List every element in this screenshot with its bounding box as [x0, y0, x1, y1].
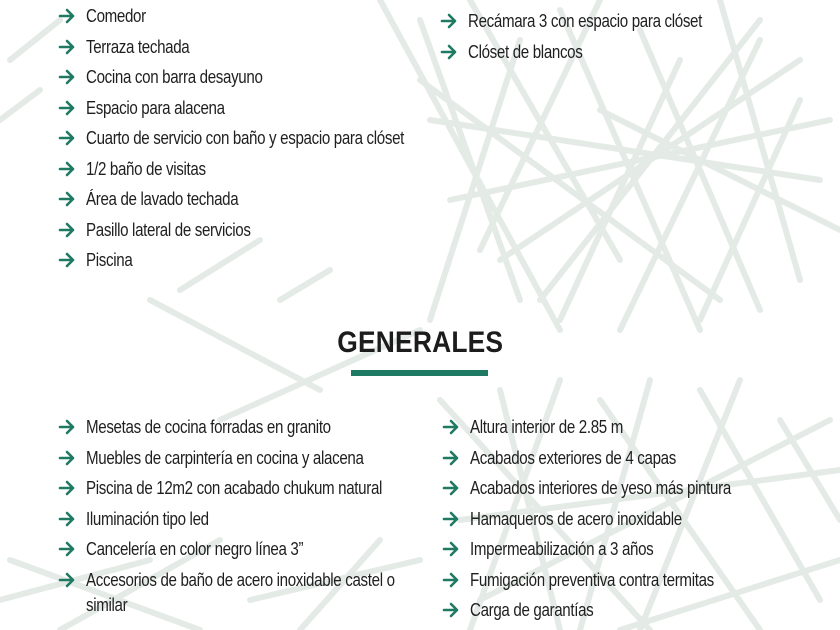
- arrow-right-icon: [442, 601, 460, 619]
- arrow-right-icon: [440, 12, 458, 30]
- list-item: Iluminación tipo led: [58, 507, 428, 532]
- arrow-right-icon: [442, 418, 460, 436]
- list-item: Piscina de 12m2 con acabado chukum natural: [58, 476, 428, 501]
- arrow-right-icon: [58, 418, 76, 436]
- arrow-right-icon: [58, 571, 76, 589]
- arrow-right-icon: [58, 251, 76, 269]
- arrow-right-icon: [58, 99, 76, 117]
- arrow-right-icon: [58, 510, 76, 528]
- list-item: Cancelería en color negro línea 3”: [58, 537, 428, 562]
- arrow-right-icon: [58, 540, 76, 558]
- top-right-list: [440, 9, 747, 70]
- list-item: Recámara 3 con espacio para clóset: [440, 9, 747, 34]
- list-item: 1/2 baño de visitas: [58, 157, 465, 182]
- arrow-right-icon: [58, 38, 76, 56]
- arrow-right-icon: [58, 449, 76, 467]
- list-item: Acabados interiores de yeso más pintura: [442, 476, 781, 501]
- arrow-right-icon: [58, 221, 76, 239]
- list-item: Espacio para alacena: [58, 96, 465, 121]
- section-heading: [0, 326, 840, 364]
- section-title-underline: [351, 370, 488, 376]
- list-item: Acabados exteriores de 4 capas: [442, 446, 781, 471]
- list-item: Pasillo lateral de servicios: [58, 218, 465, 243]
- generales-left-list: [58, 415, 428, 623]
- arrow-right-icon: [58, 479, 76, 497]
- list-item: Impermeabilización a 3 años: [442, 537, 781, 562]
- top-left-list: [58, 4, 465, 279]
- arrow-right-icon: [58, 160, 76, 178]
- arrow-right-icon: [442, 449, 460, 467]
- list-item: Hamaqueros de acero inoxidable: [442, 507, 781, 532]
- list-item: Cuarto de servicio con baño y espacio para clóset: [58, 126, 465, 151]
- list-item: Fumigación preventiva contra termitas: [442, 568, 781, 593]
- arrow-right-icon: [58, 68, 76, 86]
- arrow-right-icon: [58, 129, 76, 147]
- arrow-right-icon: [58, 7, 76, 25]
- arrow-right-icon: [58, 190, 76, 208]
- list-item: Terraza techada: [58, 35, 465, 60]
- generales-right-list: [442, 415, 781, 629]
- list-item: Mesetas de cocina forradas en granito: [58, 415, 428, 440]
- section-title: GENERALES: [337, 326, 503, 359]
- list-item: Clóset de blancos: [440, 40, 747, 65]
- list-item: Piscina: [58, 248, 465, 273]
- list-item: Carga de garantías: [442, 598, 781, 623]
- list-item: Altura interior de 2.85 m: [442, 415, 781, 440]
- list-item: Cocina con barra desayuno: [58, 65, 465, 90]
- list-item: Muebles de carpintería en cocina y alacena: [58, 446, 428, 471]
- arrow-right-icon: [442, 571, 460, 589]
- list-item: Área de lavado techada: [58, 187, 465, 212]
- list-item: Comedor: [58, 4, 465, 29]
- list-item: Accesorios de baño de acero inoxidable castel o similar: [58, 568, 428, 618]
- arrow-right-icon: [442, 479, 460, 497]
- arrow-right-icon: [442, 540, 460, 558]
- arrow-right-icon: [442, 510, 460, 528]
- arrow-right-icon: [440, 43, 458, 61]
